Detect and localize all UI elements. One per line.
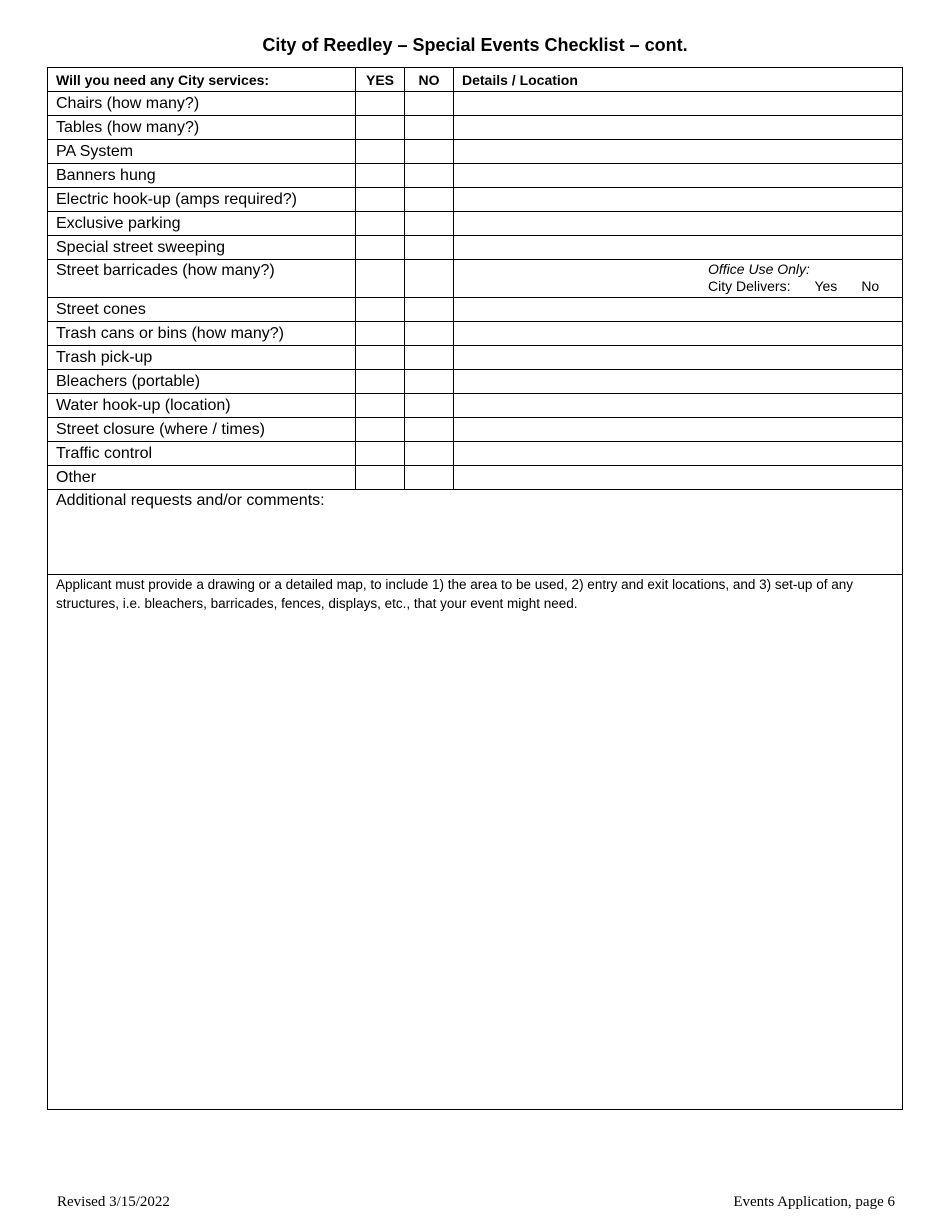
no-checkbox-cell[interactable] bbox=[405, 116, 454, 140]
table-row bbox=[48, 92, 903, 116]
service-label: Traffic control bbox=[48, 442, 356, 466]
no-checkbox-cell[interactable] bbox=[405, 322, 454, 346]
no-checkbox-cell[interactable] bbox=[405, 394, 454, 418]
no-checkbox-cell[interactable] bbox=[405, 418, 454, 442]
details-field[interactable] bbox=[454, 370, 903, 394]
service-label: Bleachers (portable) bbox=[48, 370, 356, 394]
service-label: Street cones bbox=[48, 298, 356, 322]
table-row bbox=[48, 140, 903, 164]
table-row bbox=[48, 322, 903, 346]
details-field[interactable] bbox=[454, 188, 903, 212]
city-delivers-yes[interactable]: Yes bbox=[814, 278, 838, 294]
yes-checkbox-cell[interactable] bbox=[356, 418, 405, 442]
yes-checkbox-cell[interactable] bbox=[356, 466, 405, 490]
office-use-only-box bbox=[708, 261, 879, 295]
yes-checkbox-cell[interactable] bbox=[356, 188, 405, 212]
details-field[interactable] bbox=[454, 298, 903, 322]
table-row bbox=[48, 418, 903, 442]
page-number: Events Application, page 6 bbox=[733, 1194, 895, 1210]
services-checklist-table bbox=[47, 67, 903, 1110]
service-label: Trash pick-up bbox=[48, 346, 356, 370]
service-label: Street barricades (how many?) bbox=[48, 260, 356, 298]
revised-date: Revised 3/15/2022 bbox=[57, 1194, 170, 1210]
details-field[interactable] bbox=[454, 442, 903, 466]
map-row bbox=[48, 575, 903, 1110]
no-checkbox-cell[interactable] bbox=[405, 466, 454, 490]
comments-label: Additional requests and/or comments: bbox=[56, 492, 325, 509]
service-label: PA System bbox=[48, 140, 356, 164]
map-instructions: Applicant must provide a drawing or a detailed map, to include 1) the area to be used, 2) entry and exit locations, and 3) set-up of any structures, i.e. bleachers, barricades, fences, displays, etc., that your event might need. bbox=[56, 577, 853, 611]
no-checkbox-cell[interactable] bbox=[405, 140, 454, 164]
city-delivers-label: City Delivers: bbox=[708, 278, 791, 294]
table-row bbox=[48, 394, 903, 418]
table-row bbox=[48, 370, 903, 394]
details-field[interactable] bbox=[454, 116, 903, 140]
table-row bbox=[48, 212, 903, 236]
yes-checkbox-cell[interactable] bbox=[356, 116, 405, 140]
no-checkbox-cell[interactable] bbox=[405, 92, 454, 116]
table-row bbox=[48, 188, 903, 212]
comments-row bbox=[48, 490, 903, 575]
service-label: Trash cans or bins (how many?) bbox=[48, 322, 356, 346]
details-field[interactable] bbox=[454, 394, 903, 418]
no-checkbox-cell[interactable] bbox=[405, 188, 454, 212]
table-row bbox=[48, 442, 903, 466]
header-details: Details / Location bbox=[454, 68, 903, 92]
map-drawing-area[interactable] bbox=[48, 575, 903, 1110]
page-title: City of Reedley – Special Events Checklist – cont. bbox=[262, 35, 688, 55]
details-field[interactable] bbox=[454, 418, 903, 442]
yes-checkbox-cell[interactable] bbox=[356, 370, 405, 394]
yes-checkbox-cell[interactable] bbox=[356, 442, 405, 466]
service-label: Special street sweeping bbox=[48, 236, 356, 260]
yes-checkbox-cell[interactable] bbox=[356, 140, 405, 164]
service-label: Exclusive parking bbox=[48, 212, 356, 236]
details-field[interactable] bbox=[454, 212, 903, 236]
table-row bbox=[48, 260, 903, 298]
yes-checkbox-cell[interactable] bbox=[356, 164, 405, 188]
service-label: Water hook-up (location) bbox=[48, 394, 356, 418]
table-row bbox=[48, 346, 903, 370]
details-field[interactable] bbox=[454, 164, 903, 188]
service-label: Banners hung bbox=[48, 164, 356, 188]
yes-checkbox-cell[interactable] bbox=[356, 298, 405, 322]
city-delivers-options bbox=[708, 278, 879, 295]
yes-checkbox-cell[interactable] bbox=[356, 92, 405, 116]
no-checkbox-cell[interactable] bbox=[405, 236, 454, 260]
details-field[interactable] bbox=[454, 466, 903, 490]
service-label: Street closure (where / times) bbox=[48, 418, 356, 442]
table-row bbox=[48, 466, 903, 490]
service-label: Other bbox=[48, 466, 356, 490]
details-field[interactable] bbox=[454, 346, 903, 370]
header-row bbox=[48, 68, 903, 92]
no-checkbox-cell[interactable] bbox=[405, 260, 454, 298]
table-row bbox=[48, 236, 903, 260]
yes-checkbox-cell[interactable] bbox=[356, 212, 405, 236]
office-use-label: Office Use Only: bbox=[708, 261, 810, 277]
details-field[interactable] bbox=[454, 260, 903, 298]
table-row bbox=[48, 298, 903, 322]
no-checkbox-cell[interactable] bbox=[405, 212, 454, 236]
city-delivers-no[interactable]: No bbox=[861, 278, 880, 294]
yes-checkbox-cell[interactable] bbox=[356, 236, 405, 260]
yes-checkbox-cell[interactable] bbox=[356, 260, 405, 298]
header-no: NO bbox=[405, 68, 454, 92]
details-field[interactable] bbox=[454, 322, 903, 346]
comments-field[interactable] bbox=[48, 490, 903, 575]
table-row bbox=[48, 116, 903, 140]
yes-checkbox-cell[interactable] bbox=[356, 322, 405, 346]
no-checkbox-cell[interactable] bbox=[405, 370, 454, 394]
service-label: Chairs (how many?) bbox=[48, 92, 356, 116]
details-field[interactable] bbox=[454, 92, 903, 116]
no-checkbox-cell[interactable] bbox=[405, 298, 454, 322]
header-yes: YES bbox=[356, 68, 405, 92]
yes-checkbox-cell[interactable] bbox=[356, 394, 405, 418]
details-field[interactable] bbox=[454, 236, 903, 260]
yes-checkbox-cell[interactable] bbox=[356, 346, 405, 370]
service-label: Electric hook-up (amps required?) bbox=[48, 188, 356, 212]
table-row bbox=[48, 164, 903, 188]
service-label: Tables (how many?) bbox=[48, 116, 356, 140]
details-field[interactable] bbox=[454, 140, 903, 164]
no-checkbox-cell[interactable] bbox=[405, 442, 454, 466]
no-checkbox-cell[interactable] bbox=[405, 346, 454, 370]
header-service: Will you need any City services: bbox=[48, 68, 356, 92]
no-checkbox-cell[interactable] bbox=[405, 164, 454, 188]
